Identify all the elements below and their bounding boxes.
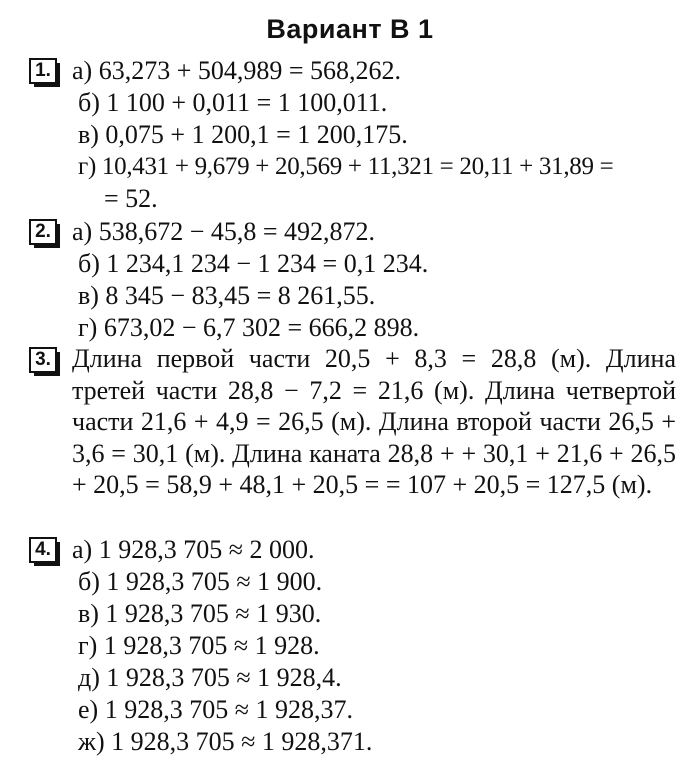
task-number-badge: 3.: [29, 347, 57, 373]
task4-line-e: д) 1 928,3 705 ≈ 1 928,4.: [78, 663, 342, 692]
task1-line-d: г) 10,431 + 9,679 + 20,569 + 11,321 = 20,11 + 31,89 =: [78, 153, 614, 180]
task4-line-c: в) 1 928,3 705 ≈ 1 930.: [78, 599, 322, 628]
task1-line-d-continued: = 52.: [104, 184, 158, 213]
page-title: Вариант В 1: [266, 14, 434, 44]
task4-line-a: а) 1 928,3 705 ≈ 2 000.: [72, 535, 315, 564]
task4-line-b: б) 1 928,3 705 ≈ 1 900.: [78, 567, 323, 596]
task4-line-f: е) 1 928,3 705 ≈ 1 928,37.: [78, 695, 353, 724]
task1-line-b: б) 1 100 + 0,011 = 1 100,011.: [78, 88, 388, 117]
task2-line-c: в) 8 345 − 83,45 = 8 261,55.: [78, 281, 376, 310]
task2-line-a: а) 538,672 − 45,8 = 492,872.: [72, 217, 376, 246]
task-number-badge: 1.: [29, 58, 57, 84]
task-number-badge: 4.: [29, 537, 57, 563]
task3-solution-text: Длина первой части 20,5 + 8,3 = 28,8 (м). Длина третей части 28,8 − 7,2 = 21,6 (м). Длина четвертой части 21,6 + 4,9 = 26,5 (м). Длина второй части 26,5 + 3,6 = 30,1 (м). Длина каната 28,8 + + 30,1 + 21,6 + 26,5 + 20,5 = 58,9 + 48,1 + 20,5 = = 107 + 20,5 = 127,5 (м).: [72, 344, 676, 499]
task4-line-g: ж) 1 928,3 705 ≈ 1 928,371.: [78, 727, 373, 756]
task-number-badge: 2.: [29, 219, 57, 245]
task2-line-b: б) 1 234,1 234 − 1 234 = 0,1 234.: [78, 249, 429, 278]
task2-line-d: г) 673,02 − 6,7 302 = 666,2 898.: [78, 313, 420, 342]
task4-line-d: г) 1 928,3 705 ≈ 1 928.: [78, 631, 320, 660]
task1-line-c: в) 0,075 + 1 200,1 = 1 200,175.: [78, 120, 408, 149]
task1-line-a: а) 63,273 + 504,989 = 568,262.: [72, 56, 402, 85]
